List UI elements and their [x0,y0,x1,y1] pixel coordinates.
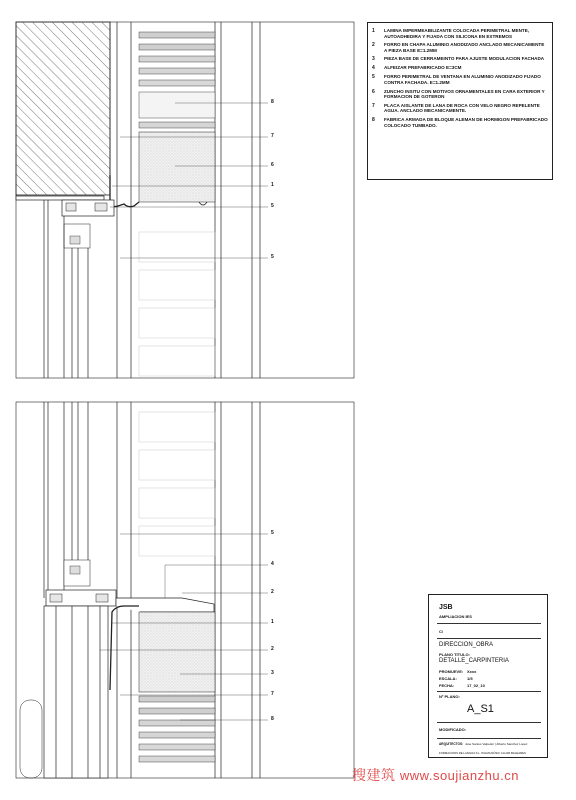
arquitectos-label: ARQUITECTOS: [439,742,464,746]
callout-bottom-3: 3 [271,670,274,676]
legend-text: FORRO EN CHAPA ALUMINIO ANODIZADO ANCLADO MECANICAMENTE A PIEZA BASE E=1.2MM [384,42,545,53]
callout-top-7: 7 [271,133,274,139]
project-name: AMPLIACION IES [439,614,472,619]
promueve-value: Xxxx [467,669,477,674]
callout-bottom-2b: 2 [271,646,274,652]
legend-item [372,65,548,71]
callout-bottom-1: 1 [271,619,274,625]
divider [437,691,541,692]
footer-address: FORMACIONS DE LANGOA S.L. PALMA RÚSIC CLUAR BALEARES [439,751,526,755]
divider [437,623,541,624]
legend-number: 3 [372,56,375,63]
legend-number: 8 [372,116,375,123]
title-block [428,594,548,758]
modificado-label: MODIFICADO: [439,727,467,732]
legend-text: PIEZA BASE DE CERRAMEINTO PARA AJUSTE MODULACION FACHADA [384,56,545,62]
concrete-lintel-hatch [16,22,110,195]
watermark-url: www.soujianzhu.cn [399,768,519,783]
plano-titulo: DETALLE_CARPINTERIA [439,658,509,664]
callout-top-8: 8 [271,99,274,105]
legend-text: LAMINA IMPERMEABILIZANTE COLOCADA PERIMETRAL MENTE, AUTOADHEDIRA Y FIJADA CON SILICONA EN EXTREMOS [384,28,530,39]
promueve-label: PROMUEVE: [439,669,464,674]
divider [437,722,541,723]
legend-text: ALFEIZAR PREFABRICADO E=3CM [384,65,462,71]
divider [437,738,541,739]
escala-label: ESCALA: [439,676,457,681]
legend-text: ZUNCHO INSITU CON MOTIVOS ORNAMENTALES EN CARA EXTERIOR Y FORMACION DE GOTERON [384,88,545,100]
legend-number: 5 [372,74,375,81]
callout-bottom-5: 5 [271,530,274,536]
plano-number-label: Nº PLANO: [439,694,460,699]
legend-item [372,28,548,39]
firm-name: JSB [439,604,453,611]
callout-top-5b: 5 [271,254,274,260]
fecha-label: FECHA: [439,683,455,688]
plano-number: A_S1 [467,703,494,715]
escala-value: 1/5 [467,676,473,681]
base-piece-stipple [139,612,215,692]
legend-number: 1 [372,28,375,34]
callout-top-5a: 5 [271,203,274,209]
watermark-cjk: 搜建筑 [352,767,396,783]
legend-item [372,42,548,53]
bottom-detail [16,402,354,778]
callout-bottom-7: 7 [271,691,274,697]
legend-text: FABRICA ARMADA DE BLOQUE ALEMAN DE HORMIGON PREFABRICADO COLOCADO TUMBADO. [384,116,548,128]
plano-titulo-label: PLANO TITULO: [439,652,470,657]
top-detail [16,22,354,378]
arquitectos-value: Jose Santos Valpedor | Alberto Sanchez Lopez [465,742,528,746]
divider [437,638,541,639]
ring-beam-stipple [139,132,215,202]
callout-bottom-8: 8 [271,716,274,722]
callout-top-6: 6 [271,162,274,168]
legend-item [372,74,548,85]
legend-text: PLACA AISLANTE DE LANA DE ROCA CON VELO NEGRO REPELENTE AGUA. ANCLADO MECANICAMENTE. [384,102,540,114]
legend-item [372,117,548,128]
legend-number: 6 [372,88,375,95]
watermark [352,765,519,785]
legend-text: FORRO PERIMETRAL DE VENTANA EN ALUMINIO ANODIZADO FIJADO CONTRA FACHADA. E=1.2MM [384,74,541,85]
legend-box [367,22,553,180]
fecha-value: 17_02_10 [467,683,485,688]
callout-bottom-4: 4 [271,561,274,567]
callout-bottom-2a: 2 [271,589,274,595]
address-label: C/ [439,629,443,634]
callout-top-1: 1 [271,182,274,188]
legend-number: 2 [372,42,375,49]
legend-item [372,89,548,100]
legend-number: 4 [372,65,375,72]
legend-item [372,56,548,62]
legend-item [372,103,548,114]
direccion-obra: DIRECCION_OBRA [439,642,494,648]
legend-number: 7 [372,102,375,109]
